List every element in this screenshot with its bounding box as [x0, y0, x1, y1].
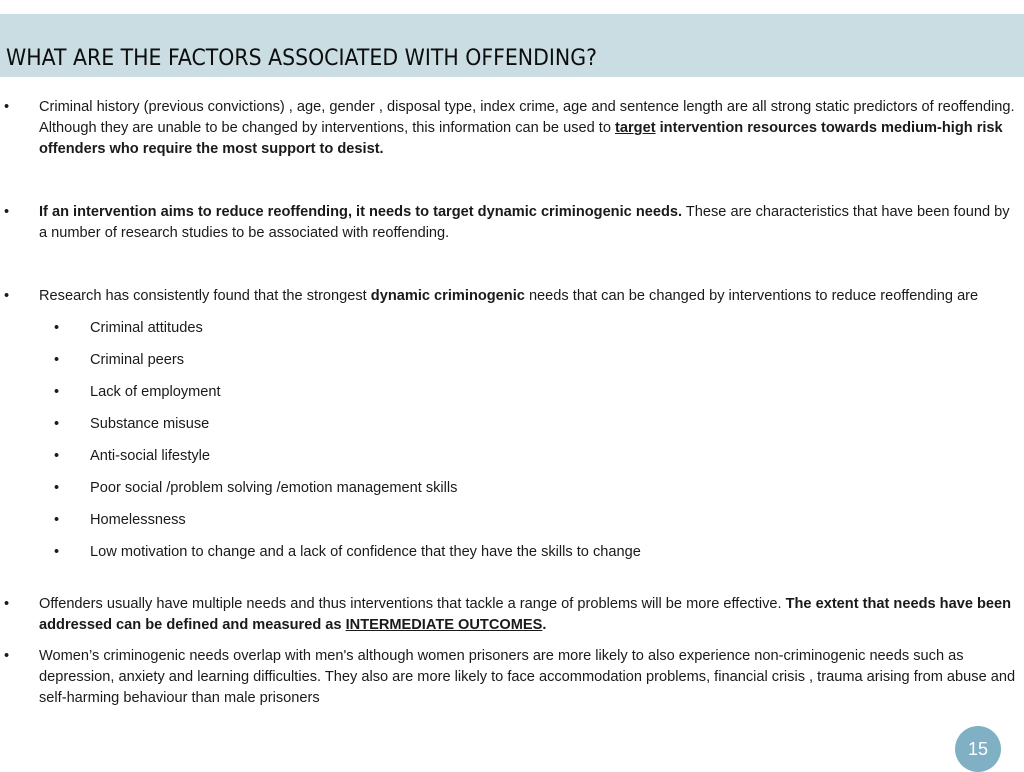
bullet-dot: • [4, 288, 10, 304]
bullet-text: These are characteristics that have been found by a number of research studies to be associated with reoffending. [39, 204, 1010, 241]
bullet-dynamic-needs [0, 202, 1024, 244]
bullet-static-predictors [0, 97, 1024, 160]
list-item: • Criminal peers [54, 352, 185, 368]
list-item: • Low motivation to change and a lack of confidence that they have the skills to change [54, 544, 641, 560]
slide-title: WHAT ARE THE FACTORS ASSOCIATED WITH OFFENDING? [6, 46, 597, 71]
list-item: • Substance misuse [54, 416, 210, 432]
bullet-text: Offenders usually have multiple needs and thus interventions that tackle a range of problems will be more effective. [39, 596, 786, 612]
list-item: • Criminal attitudes [54, 320, 203, 336]
bullet-bold-text: The extent that needs have been addressed can be defined and measured as [39, 596, 1012, 633]
page-number-badge: 15 [955, 726, 1001, 772]
bullet-dot: • [4, 99, 10, 115]
bullet-bold-text: dynamic criminogenic [370, 288, 525, 304]
bullet-dot: • [4, 596, 10, 612]
bullet-text: Research has consistently found that the strongest [39, 288, 371, 304]
bullet-womens-needs [0, 646, 1024, 709]
bullet-research [0, 286, 1024, 307]
bullet-bold-text: intervention resources towards medium-high risk offenders who require the most support to desist. [39, 120, 1003, 157]
list-item: • Lack of employment [54, 384, 221, 400]
bullet-bold-text: If an intervention aims to reduce reoffending, it needs to target dynamic criminogenic needs. [39, 204, 683, 220]
list-item: • Homelessness [54, 512, 186, 528]
list-item: • Poor social /problem solving /emotion management skills [54, 480, 458, 496]
bullet-underline-text: target [615, 120, 656, 136]
intermediate-outcomes-link: INTERMEDIATE OUTCOMES [345, 617, 543, 633]
bullet-text: needs that can be changed by interventions to reduce reoffending are [524, 288, 979, 304]
bullet-text: Criminal history (previous convictions) , age, gender , disposal type, index crime, age and sentence length are all strong static predictors of reoffending. Although they are unable to be changed by interventions, this information can be used to [39, 99, 1015, 136]
slide-content [0, 97, 1024, 709]
needs-list [0, 318, 1024, 574]
bullet-text: Women’s criminogenic needs overlap with men's although women prisoners are more likely to also experience non-criminogenic needs such as depression, anxiety and learning difficulties. They also are more likely to face accommodation problems, financial crisis , trauma arising from abuse and self-harming behaviour than male prisoners [39, 648, 1016, 706]
bullet-multiple-needs: • Offenders usually have multiple needs and thus interventions that tackle a range of problems will be more effective. The extent that needs have been addressed can be defined and measured as INTERMEDIATE OUTCOMES. [4, 596, 1012, 633]
bullet-dot: • [4, 648, 10, 664]
list-item: • Anti-social lifestyle [54, 448, 211, 464]
bullet-dot: • [4, 204, 10, 220]
